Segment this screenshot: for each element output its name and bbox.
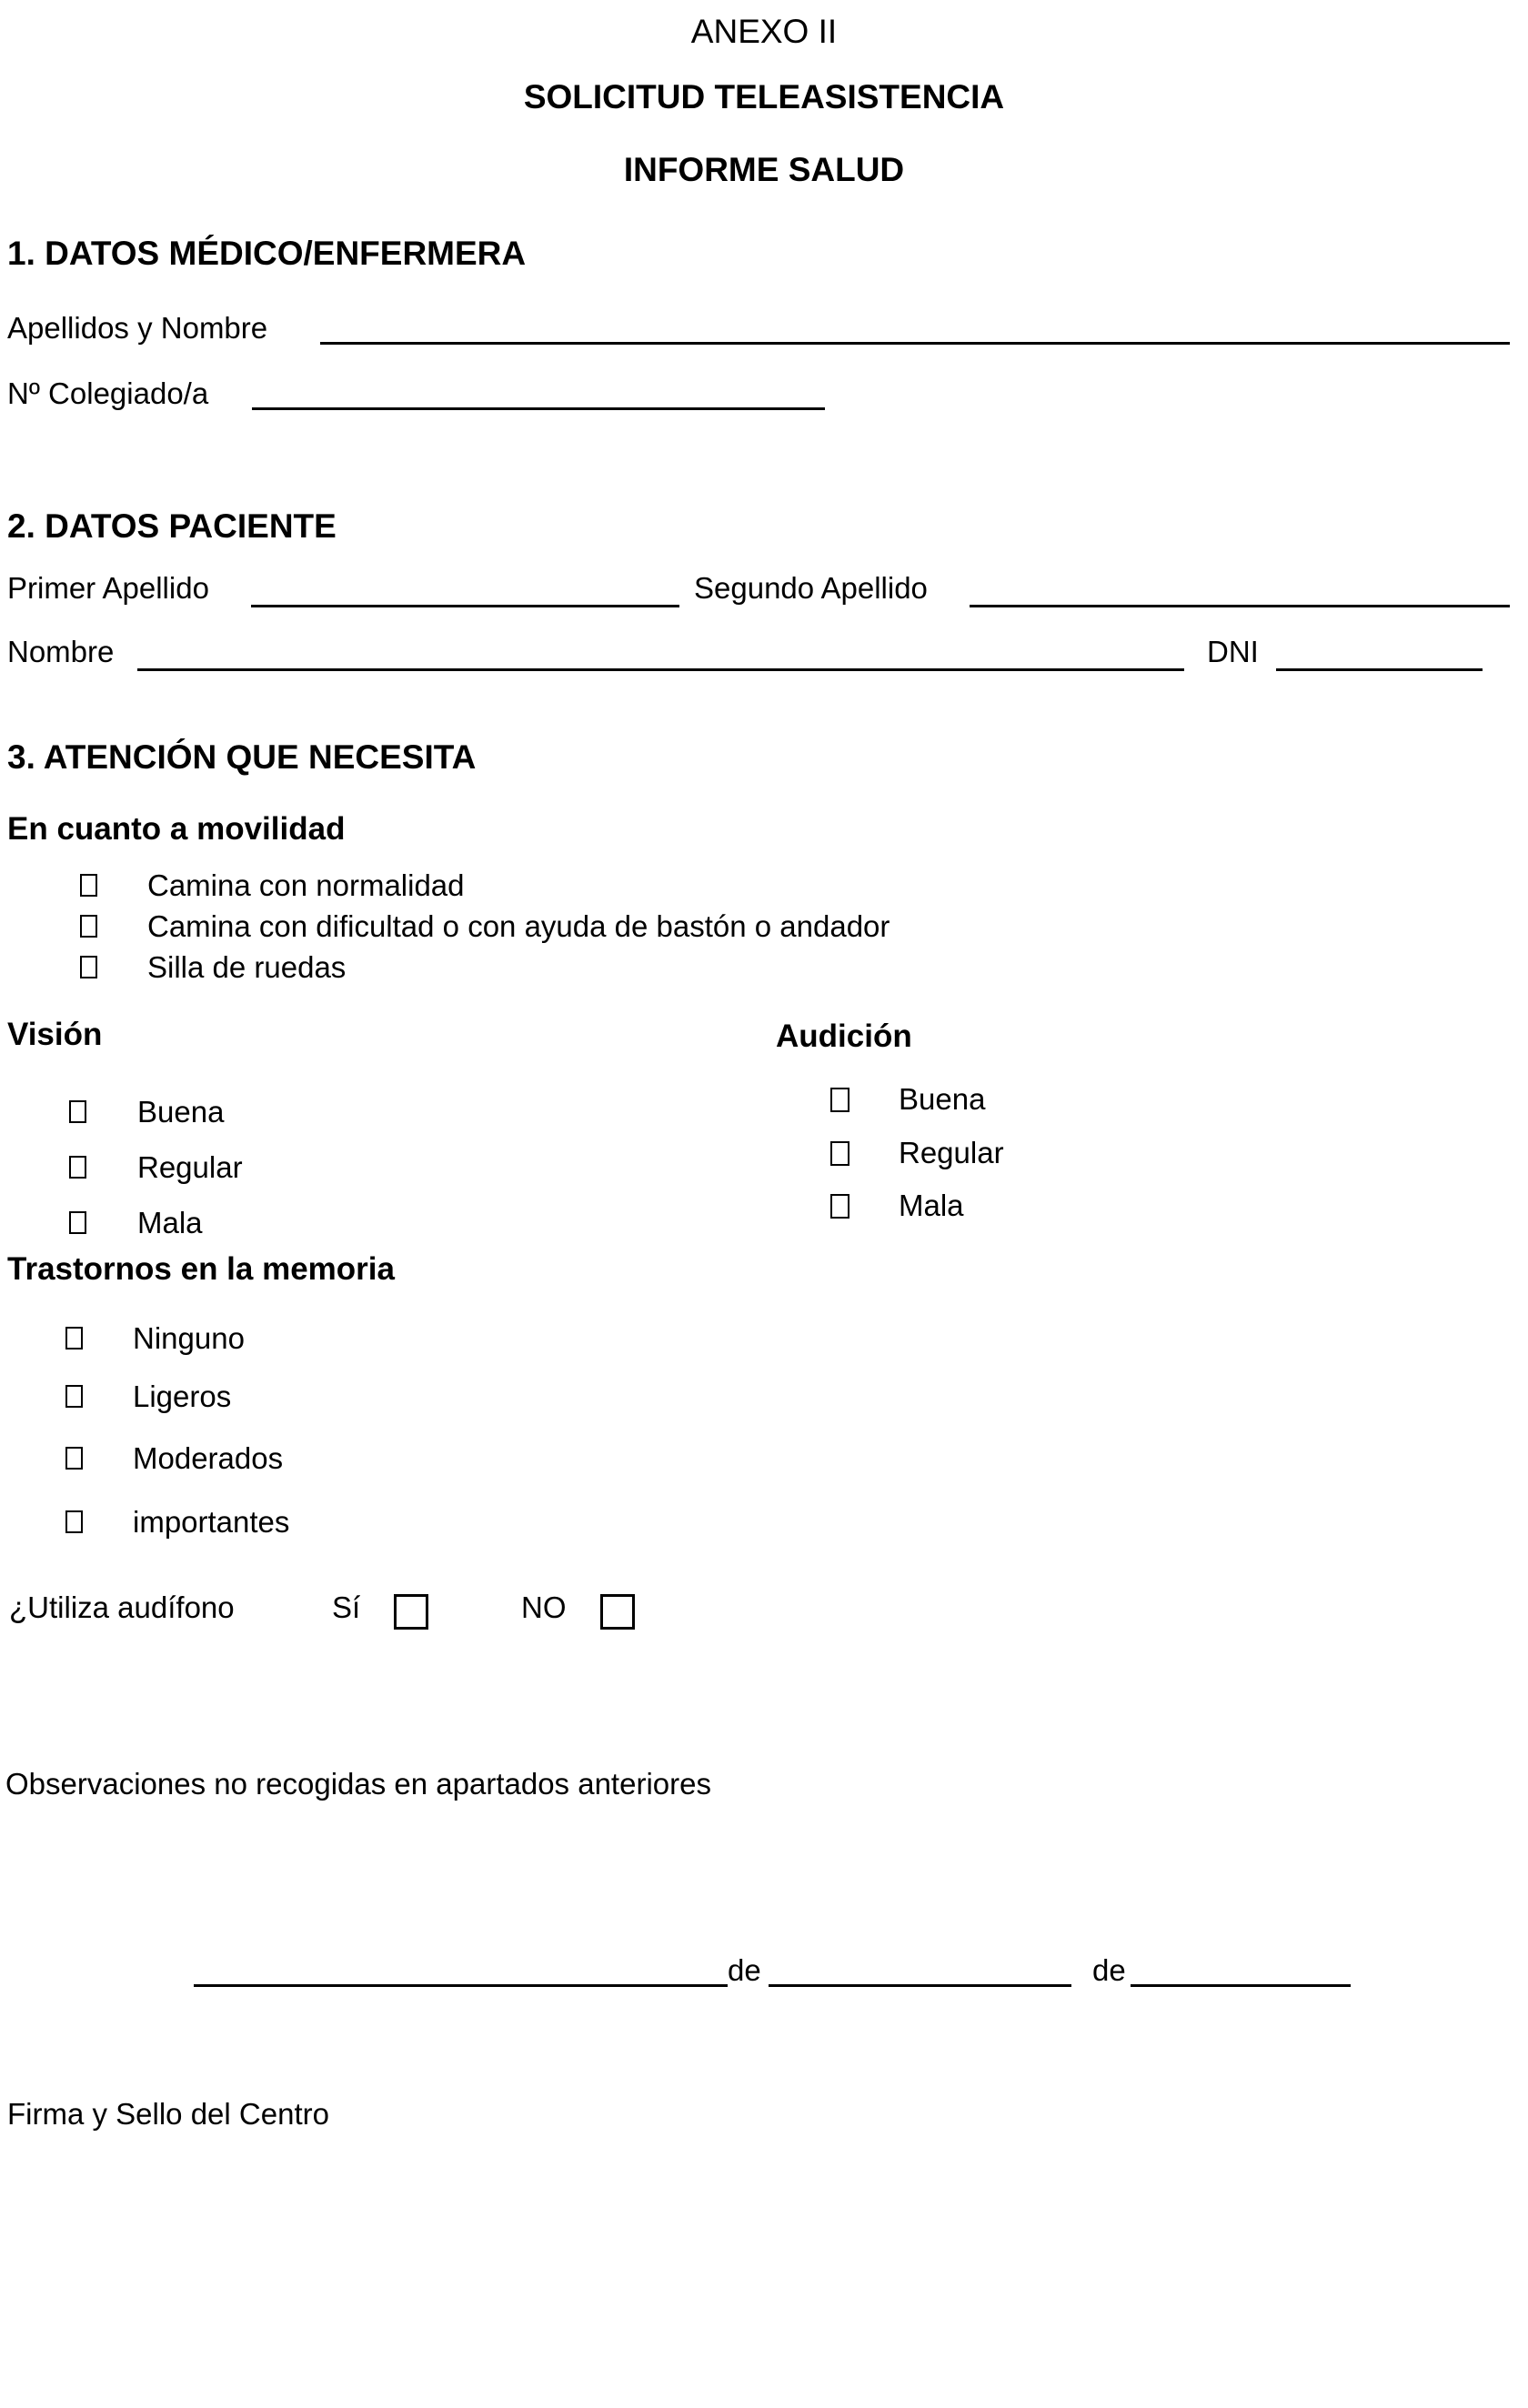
date-de2: de <box>1092 1953 1126 1987</box>
form-title: SOLICITUD TELEASISTENCIA <box>523 78 1005 115</box>
movilidad-heading: En cuanto a movilidad <box>7 811 346 847</box>
checkbox-icon[interactable] <box>80 915 97 938</box>
primer-apellido-label: Primer Apellido <box>7 571 209 605</box>
checkbox-icon[interactable] <box>65 1385 83 1408</box>
checkbox-icon[interactable] <box>80 874 97 897</box>
option-label: Camina con normalidad <box>147 868 465 902</box>
checkbox-icon[interactable] <box>80 956 97 978</box>
checkbox-icon[interactable] <box>65 1327 83 1349</box>
option-label: importantes <box>133 1505 290 1539</box>
nombre-input-line[interactable] <box>137 637 1184 671</box>
dni-input-line[interactable] <box>1276 637 1483 671</box>
date-de1: de <box>728 1953 761 1987</box>
memoria-heading: Trastornos en la memoria <box>7 1251 395 1287</box>
checkbox-icon[interactable] <box>65 1447 83 1470</box>
date-place-line[interactable] <box>194 1952 728 1987</box>
checkbox-icon[interactable] <box>830 1088 849 1112</box>
form-subtitle: INFORME SALUD <box>623 151 905 188</box>
option-label: Moderados <box>133 1441 284 1475</box>
option-label: Mala <box>899 1189 964 1222</box>
segundo-apellido-label: Segundo Apellido <box>694 571 928 605</box>
section3-heading: 3. ATENCIÓN QUE NECESITA <box>7 738 477 776</box>
vision-heading: Visión <box>7 1017 103 1052</box>
colegiado-input-line[interactable] <box>252 376 825 410</box>
date-year-line[interactable] <box>1131 1952 1351 1987</box>
audicion-heading: Audición <box>776 1018 912 1054</box>
option-label: Ligeros <box>133 1380 232 1413</box>
observaciones-label: Observaciones no recogidas en apartados anteriores <box>5 1767 711 1801</box>
checkbox-icon[interactable] <box>69 1156 86 1179</box>
option-label: Regular <box>137 1150 243 1184</box>
option-label: Camina con dificultad o con ayuda de bastón o andador <box>147 909 890 943</box>
primer-apellido-input-line[interactable] <box>251 573 679 607</box>
audifono-yes-label: Sí <box>332 1590 361 1624</box>
option-label: Buena <box>137 1095 225 1129</box>
option-label: Buena <box>899 1082 986 1116</box>
segundo-apellido-input-line[interactable] <box>970 573 1510 607</box>
apellidos-nombre-label: Apellidos y Nombre <box>7 311 268 345</box>
nombre-label: Nombre <box>7 635 115 668</box>
dni-label: DNI <box>1207 635 1259 668</box>
apellidos-nombre-input-line[interactable] <box>320 310 1510 345</box>
option-label: Mala <box>137 1206 203 1239</box>
checkbox-icon[interactable] <box>69 1100 86 1123</box>
audifono-yes-checkbox[interactable] <box>394 1594 428 1630</box>
audifono-question: ¿Utiliza audífono <box>9 1590 235 1624</box>
audifono-no-checkbox[interactable] <box>600 1594 635 1630</box>
checkbox-icon[interactable] <box>830 1141 849 1166</box>
option-label: Silla de ruedas <box>147 950 347 984</box>
date-month-line[interactable] <box>769 1952 1071 1987</box>
colegiado-label: Nº Colegiado/a <box>7 376 209 410</box>
section1-heading: 1. DATOS MÉDICO/ENFERMERA <box>7 235 527 272</box>
audifono-no-label: NO <box>521 1590 567 1624</box>
checkbox-icon[interactable] <box>69 1211 86 1234</box>
annex-title: ANEXO II <box>690 13 838 50</box>
firma-label: Firma y Sello del Centro <box>7 2097 329 2131</box>
checkbox-icon[interactable] <box>65 1510 83 1533</box>
section2-heading: 2. DATOS PACIENTE <box>7 507 337 545</box>
checkbox-icon[interactable] <box>830 1194 849 1219</box>
option-label: Ninguno <box>133 1321 245 1355</box>
option-label: Regular <box>899 1136 1004 1169</box>
